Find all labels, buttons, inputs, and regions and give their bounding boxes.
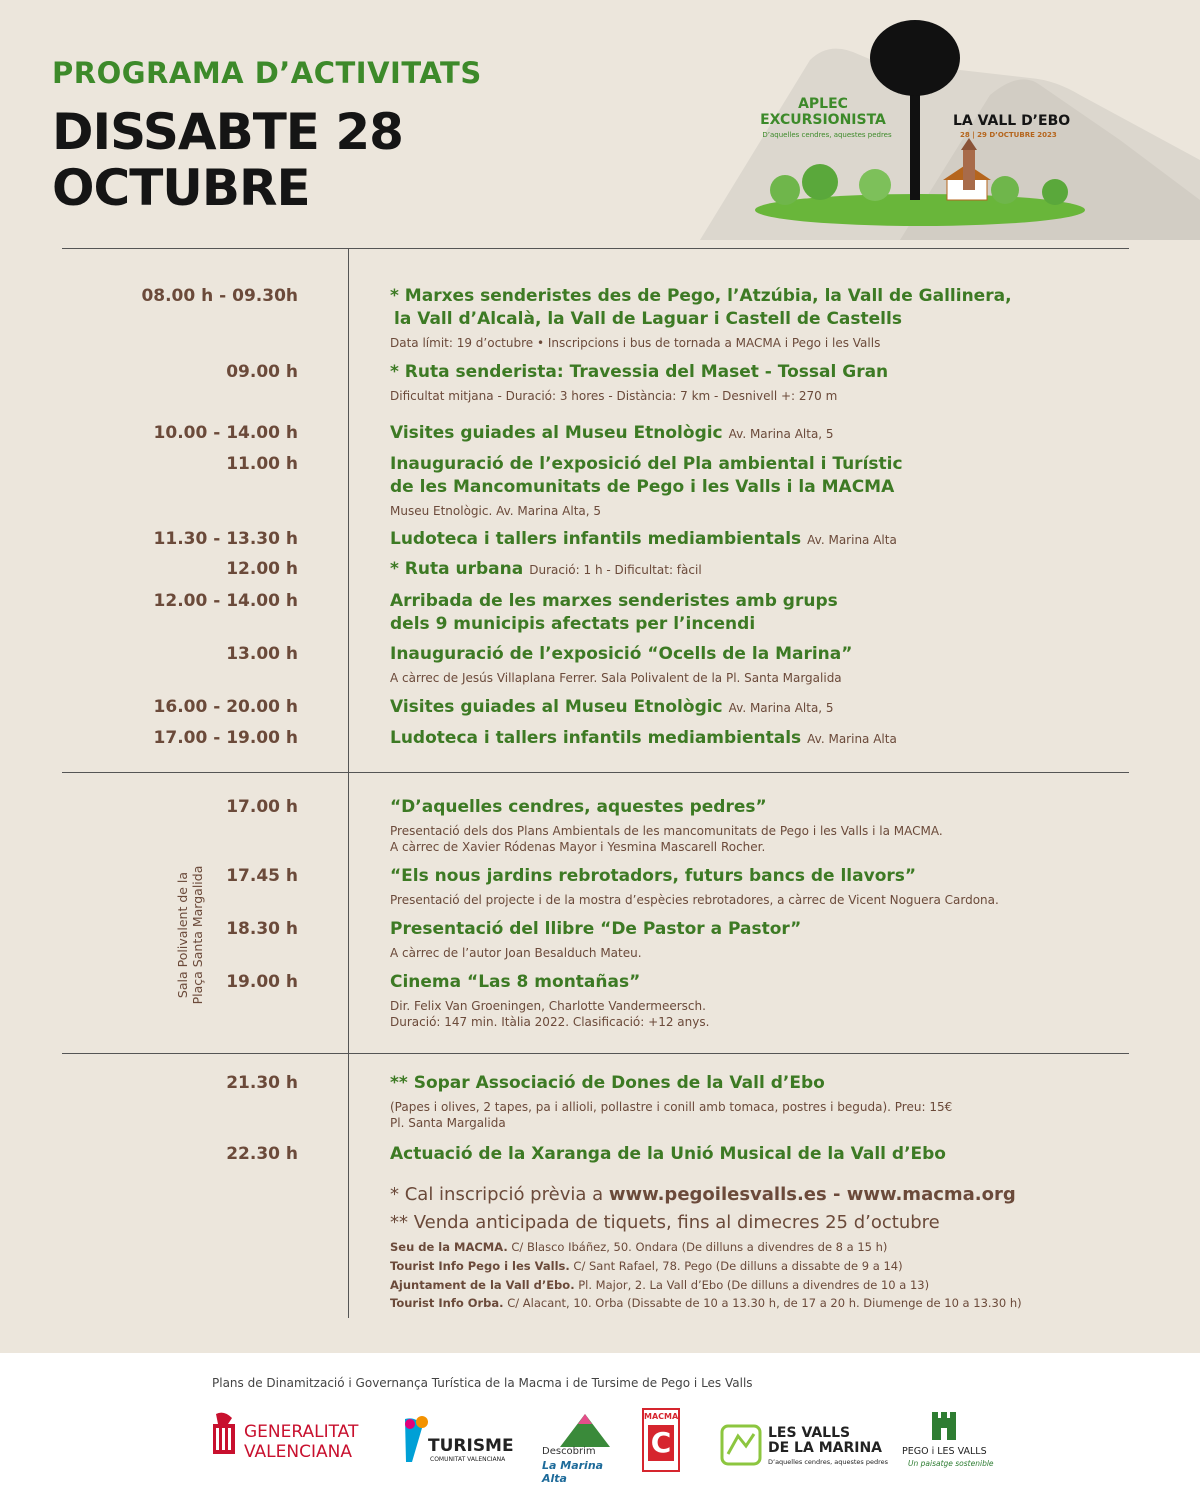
turisme-icon: [400, 1414, 430, 1464]
activity-details: [390, 823, 1150, 855]
activity-title-text: Visites guiades al Museu Etnològic: [390, 697, 723, 717]
les-valls-logo: [720, 1420, 890, 1470]
schedule-item: [390, 643, 1150, 686]
aplec-title: [748, 96, 898, 128]
page-title: [52, 104, 403, 216]
valls-line-2: DE LA MARINA: [768, 1440, 882, 1456]
activity-title: [390, 865, 1150, 888]
activity-details: [390, 335, 1150, 351]
activity-detail-line: (Papes i olives, 2 tapes, pa i allioli, pollastre i conill amb tomaca, postres i beguda). Preu: 15€: [390, 1100, 953, 1114]
activity-title: [390, 528, 1150, 552]
office-name: Tourist Info Orba.: [390, 1296, 504, 1310]
activity-title: [390, 796, 1150, 819]
activity-title-text: Arribada de les marxes senderistes amb grups: [390, 591, 838, 611]
schedule-time: 11.00 h: [226, 454, 298, 474]
activity-title: [390, 422, 1150, 446]
activity-details: [390, 945, 1150, 961]
office-details: C/ Sant Rafael, 78. Pego (De dilluns a dissabte de 9 a 14): [569, 1259, 903, 1273]
activity-detail-line: Duració: 147 min. Itàlia 2022. Clasificació: +12 anys.: [390, 1015, 710, 1029]
castle-icon: [928, 1410, 960, 1442]
venue-line-2: Plaça Santa Margalida: [190, 865, 205, 1005]
valls-tagline: D’aquelles cendres, aquestes pedres: [768, 1458, 889, 1466]
bell-tower: [963, 150, 975, 190]
activity-title-text: Actuació de la Xaranga de la Unió Musical de la Vall d’Ebo: [390, 1144, 946, 1164]
office-item: [390, 1278, 929, 1292]
office-name: Seu de la MACMA.: [390, 1240, 508, 1254]
office-item: [390, 1296, 1022, 1310]
schedule-item: [390, 528, 1150, 552]
activity-location: Duració: 1 h - Dificultat: fàcil: [529, 563, 702, 577]
office-item: [390, 1259, 903, 1273]
divider-bottom: [62, 1053, 1129, 1054]
program-subtitle: PROGRAMA D’ACTIVITATS: [52, 56, 482, 90]
schedule-time: 09.00 h: [226, 362, 298, 382]
activity-title: [390, 971, 1150, 994]
activity-title-text: “Els nous jardins rebrotadors, futurs bancs de llavors”: [390, 866, 917, 886]
schedule-time: 19.00 h: [226, 972, 298, 992]
registration-note-text: * Cal inscripció prèvia a: [390, 1184, 609, 1205]
turisme-logo: [400, 1414, 515, 1469]
coat-of-arms-icon: [210, 1410, 238, 1470]
activity-title: [390, 285, 1150, 308]
activity-title-text: Inauguració de l’exposició del Pla ambiental i Turístic: [390, 454, 903, 474]
activity-title: [390, 1072, 1150, 1095]
tickets-note: ** Venda anticipada de tiquets, fins al dimecres 25 d’octubre: [390, 1212, 940, 1233]
tree-trunk: [910, 80, 920, 200]
venue-line-1: Sala Polivalent de la: [175, 871, 190, 999]
activity-details: [390, 998, 1150, 1030]
pego-text: PEGO i LES VALLS: [902, 1446, 987, 1457]
schedule-item: [390, 727, 1150, 751]
macma-text: MACMA: [644, 1412, 679, 1421]
marina-alta-logo: [540, 1410, 630, 1485]
activity-detail-line: A càrrec de Jesús Villaplana Ferrer. Sala Polivalent de la Pl. Santa Margalida: [390, 671, 842, 685]
divider-middle: [62, 772, 1129, 773]
activity-title: [390, 643, 1150, 666]
schedule-item: [390, 361, 1150, 404]
activity-location: Av. Marina Alta: [807, 533, 897, 547]
schedule-item: [390, 453, 1150, 519]
gv-line-2: VALENCIANA: [244, 1442, 352, 1462]
valls-line-1: LES VALLS: [768, 1425, 851, 1441]
activity-details: [390, 1099, 1150, 1131]
activity-detail-line: A càrrec de Xavier Ródenas Mayor i Yesmina Mascarell Rocher.: [390, 840, 766, 854]
schedule-time: 10.00 - 14.00 h: [153, 423, 298, 443]
valls-map-icon: [720, 1424, 762, 1466]
schedule-item: [390, 865, 1150, 908]
schedule-time: 12.00 h: [226, 559, 298, 579]
activity-title-text: Visites guiades al Museu Etnològic: [390, 423, 723, 443]
schedule-item: [390, 796, 1150, 855]
pego-tagline: Un paisatge sostenible: [908, 1459, 994, 1468]
activity-title: [390, 727, 1150, 751]
schedule-time: 17.00 h: [226, 797, 298, 817]
activity-detail-line: Museu Etnològic. Av. Marina Alta, 5: [390, 504, 602, 518]
generalitat-logo: [210, 1410, 370, 1470]
activity-title-text: Presentació del llibre “De Pastor a Pastor”: [390, 919, 802, 939]
activity-title-line-2: la Vall d’Alcalà, la Vall de Laguar i Castell de Castells: [394, 309, 902, 329]
activity-title-line-2: dels 9 municipis afectats per l’incendi: [390, 614, 756, 634]
mountain-tree-illustration: [660, 0, 1200, 240]
office-name: Tourist Info Pego i les Valls.: [390, 1259, 570, 1273]
activity-title: [390, 918, 1150, 941]
divider-top: [62, 248, 1129, 249]
activity-location: Av. Marina Alta: [807, 732, 897, 746]
activity-title: [390, 453, 1150, 476]
activity-title-text: * Ruta senderista: Travessia del Maset - Tossal Gran: [390, 362, 889, 382]
schedule-time: 18.30 h: [226, 919, 298, 939]
marina-alta-text: La Marina Alta: [542, 1459, 604, 1485]
schedule-time: 13.00 h: [226, 644, 298, 664]
tree-crown: [870, 20, 960, 96]
title-line-1: DISSABTE 28: [52, 103, 403, 161]
activity-detail-line: Presentació dels dos Plans Ambientals de les mancomunitats de Pego i les Valls i la MACMA.: [390, 824, 943, 838]
activity-title: [390, 361, 1150, 384]
schedule-item: [390, 696, 1150, 720]
turisme-text: TURISME: [428, 1436, 514, 1456]
schedule-time: 21.30 h: [226, 1073, 298, 1093]
turisme-subtext: COMUNITAT VALENCIANA: [430, 1456, 506, 1463]
activity-detail-line: Data límit: 19 d’octubre • Inscripcions i bus de tornada a MACMA i Pego i les Valls: [390, 336, 881, 350]
descobrim-text: Descobrim: [542, 1446, 596, 1457]
office-details: C/ Alacant, 10. Orba (Dissabte de 10 a 13.30 h, de 17 a 20 h. Diumenge de 10 a 13.30 h): [503, 1296, 1022, 1310]
schedule-time: 08.00 h - 09.30h: [141, 286, 298, 306]
schedule-time: 17.45 h: [226, 866, 298, 886]
place-name: LA VALL D’EBO: [953, 113, 1071, 129]
aplec-tagline: D’aquelles cendres, aquestes pedres: [762, 131, 892, 139]
activity-title-text: Cinema “Las 8 montañas”: [390, 972, 641, 992]
activity-title-text: ** Sopar Associació de Dones de la Vall d’Ebo: [390, 1073, 825, 1093]
aplec-line-1: APLEC: [798, 96, 848, 112]
activity-title: [390, 558, 1150, 582]
schedule-item: [390, 558, 1150, 582]
activity-title-text: * Ruta urbana: [390, 559, 524, 579]
macma-logo: [642, 1408, 680, 1472]
schedule-item: [390, 422, 1150, 446]
activity-details: [390, 670, 1150, 686]
activity-detail-line: A càrrec de l’autor Joan Besalduch Mateu.: [390, 946, 642, 960]
schedule-item: [390, 918, 1150, 961]
schedule-time: 12.00 - 14.00 h: [153, 591, 298, 611]
activity-title-text: Inauguració de l’exposició “Ocells de la Marina”: [390, 644, 853, 664]
schedule-item: [390, 1072, 1150, 1131]
registration-links[interactable]: www.pegoilesvalls.es - www.macma.org: [608, 1184, 1016, 1205]
activity-title: [390, 696, 1150, 720]
activity-details: [390, 388, 1150, 404]
activity-location: Av. Marina Alta, 5: [728, 701, 834, 715]
activity-detail-line: Presentació del projecte i de la mostra d’espècies rebrotadores, a càrrec de Vicent Noguera Cardona.: [390, 893, 999, 907]
aplec-line-2: EXCURSIONISTA: [760, 112, 886, 128]
office-name: Ajuntament de la Vall d’Ebo.: [390, 1278, 575, 1292]
schedule-item: [390, 1143, 1150, 1166]
title-line-2: OCTUBRE: [52, 159, 310, 217]
registration-note: [390, 1184, 1016, 1205]
activity-title-text: Ludoteca i tallers infantils mediambientals: [390, 728, 802, 748]
office-item: [390, 1240, 887, 1254]
venue-side-label: [175, 866, 205, 1005]
gv-line-1: GENERALITAT: [244, 1422, 359, 1442]
schedule-item: [390, 971, 1150, 1030]
activity-title-text: * Marxes senderistes des de Pego, l’Atzúbia, la Vall de Gallinera,: [390, 286, 1012, 306]
schedule-time: 16.00 - 20.00 h: [153, 697, 298, 717]
schedule-item: [390, 285, 1150, 351]
schedule-time: 17.00 - 19.00 h: [153, 728, 298, 748]
schedule-time: 22.30 h: [226, 1144, 298, 1164]
activity-detail-line: Dir. Felix Van Groeningen, Charlotte Vandermeersch.: [390, 999, 706, 1013]
activity-title-line-2: de les Mancomunitats de Pego i les Valls i la MACMA: [390, 477, 895, 497]
event-logo: [660, 0, 1200, 240]
office-details: Pl. Major, 2. La Vall d’Ebo (De dilluns a divendres de 10 a 13): [574, 1278, 930, 1292]
event-dates: 28 | 29 D’OCTUBRE 2023: [960, 131, 1057, 139]
activity-title: [390, 590, 1150, 613]
schedule-item: [390, 590, 1150, 636]
mountain-icon: [560, 1412, 610, 1447]
activity-detail-line: Pl. Santa Margalida: [390, 1116, 506, 1130]
activity-title-text: “D’aquelles cendres, aquestes pedres”: [390, 797, 767, 817]
activity-title: [390, 1143, 1150, 1166]
activity-detail-line: Dificultat mitjana - Duració: 3 hores - Distància: 7 km - Desnivell +: 270 m: [390, 389, 838, 403]
office-details: C/ Blasco Ibáñez, 50. Ondara (De dilluns a divendres de 8 a 15 h): [507, 1240, 888, 1254]
macma-letter: C: [648, 1425, 674, 1461]
activity-details: [390, 503, 1150, 519]
footer-caption: Plans de Dinamització i Governança Turística de la Macma i de Tursime de Pego i Les Valls: [212, 1376, 753, 1390]
activity-location: Av. Marina Alta, 5: [728, 427, 834, 441]
activity-title-text: Ludoteca i tallers infantils mediambientals: [390, 529, 802, 549]
pego-logo: [900, 1410, 994, 1472]
activity-details: [390, 892, 1150, 908]
divider-vertical: [348, 248, 349, 1318]
schedule-time: 11.30 - 13.30 h: [153, 529, 298, 549]
